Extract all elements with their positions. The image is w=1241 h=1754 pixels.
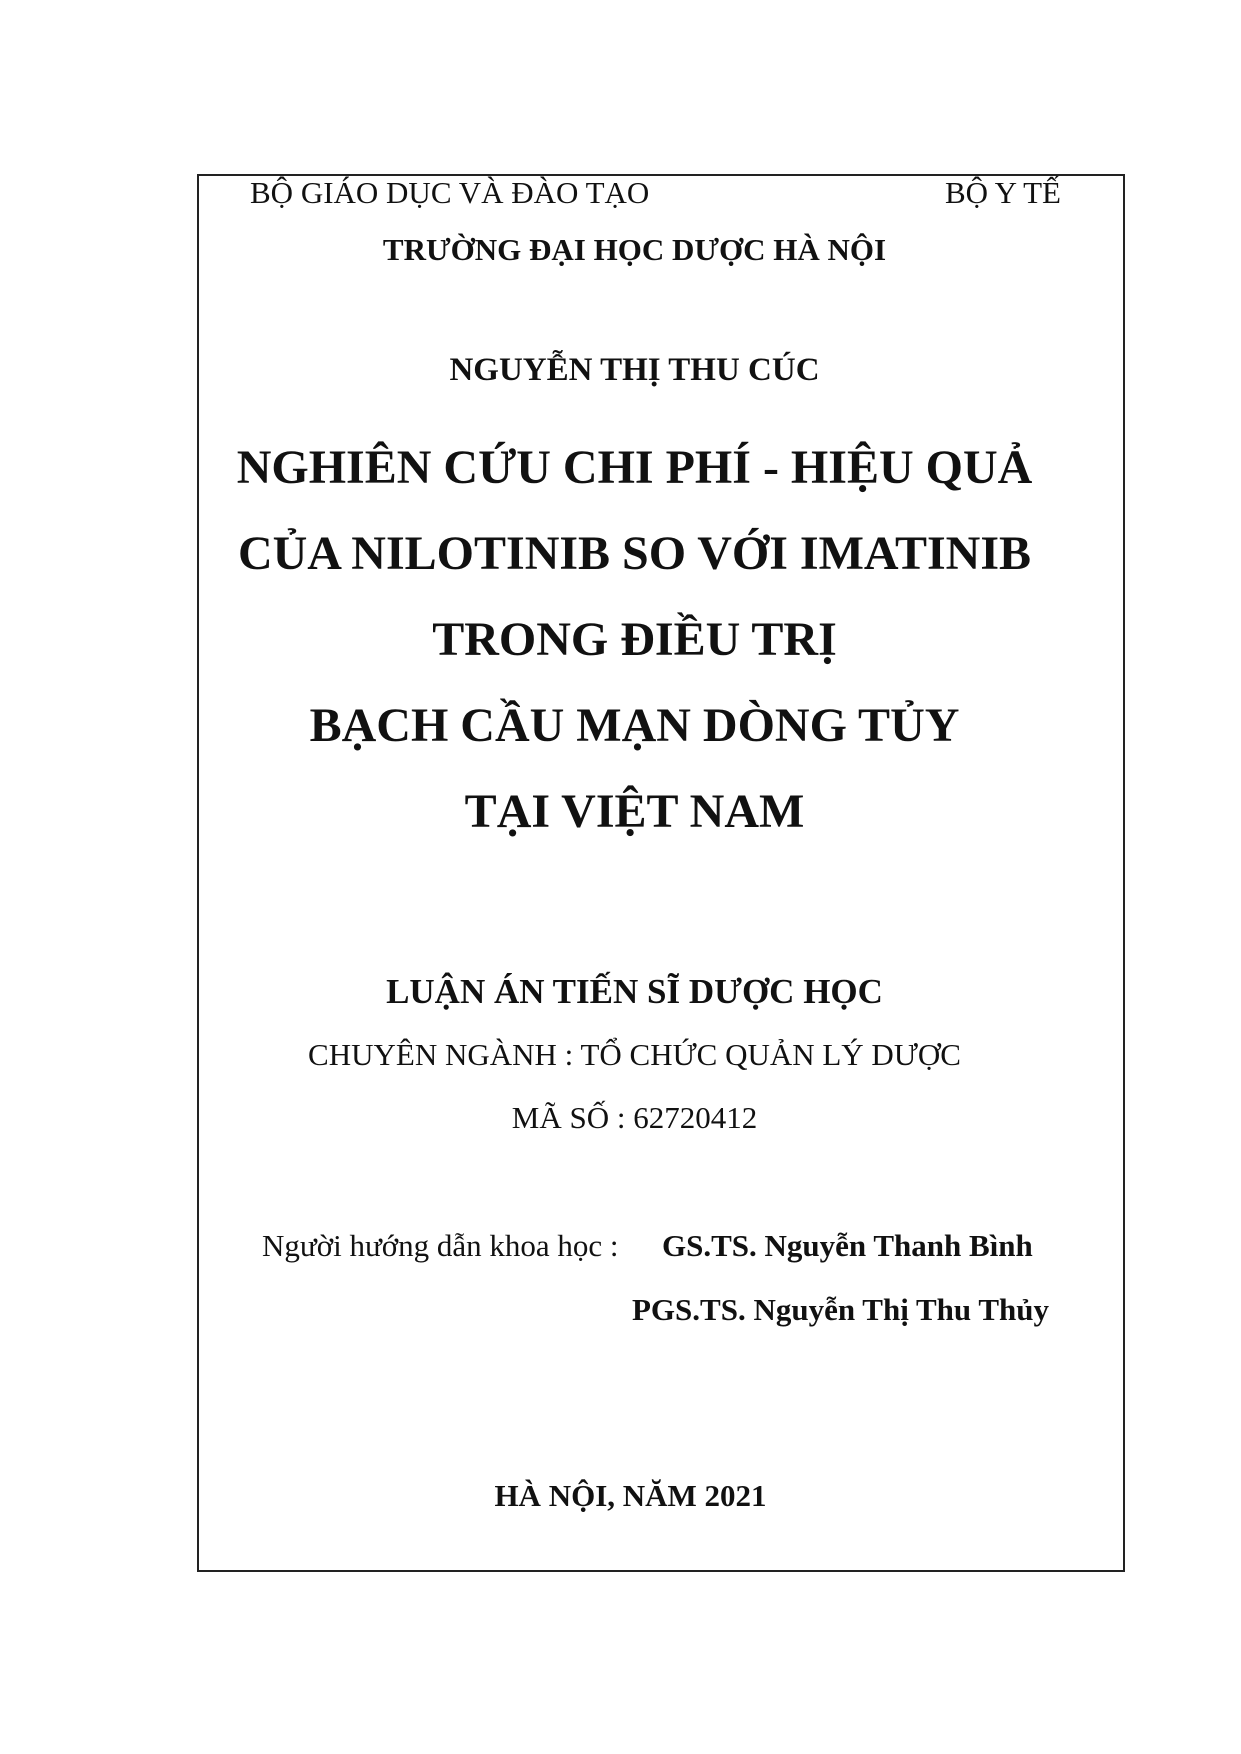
advisor-label: Người hướng dẫn khoa học : <box>262 1228 619 1263</box>
advisor-name-2: PGS.TS. Nguyễn Thị Thu Thủy <box>632 1292 1050 1327</box>
code-label: MÃ SỐ : 62720412 <box>511 1100 758 1135</box>
specialty-label: CHUYÊN NGÀNH : TỔ CHỨC QUẢN LÝ DƯỢC <box>308 1037 961 1072</box>
university-name: TRƯỜNG ĐẠI HỌC DƯỢC HÀ NỘI <box>382 232 887 267</box>
ministry-health-label: BỘ Y TẾ <box>945 175 1061 210</box>
author-name: NGUYỄN THỊ THU CÚC <box>449 352 820 388</box>
degree-label: LUẬN ÁN TIẾN SĨ DƯỢC HỌC <box>386 972 883 1011</box>
thesis-title-line-1: NGHIÊN CỨU CHI PHÍ - HIỆU QUẢ <box>236 441 1033 494</box>
advisor-name-1: GS.TS. Nguyễn Thanh Bình <box>662 1228 1033 1263</box>
ministry-education-label: BỘ GIÁO DỤC VÀ ĐÀO TẠO <box>250 175 650 210</box>
thesis-title-line-4: BẠCH CẦU MẠN DÒNG TỦY <box>309 699 960 752</box>
place-and-year: HÀ NỘI, NĂM 2021 <box>494 1478 767 1513</box>
thesis-title-line-2: CỦA NILOTINIB SO VỚI IMATINIB <box>237 527 1032 580</box>
thesis-title-line-5: TẠI VIỆT NAM <box>464 785 805 838</box>
thesis-title-line-3: TRONG ĐIỀU TRỊ <box>432 613 837 666</box>
